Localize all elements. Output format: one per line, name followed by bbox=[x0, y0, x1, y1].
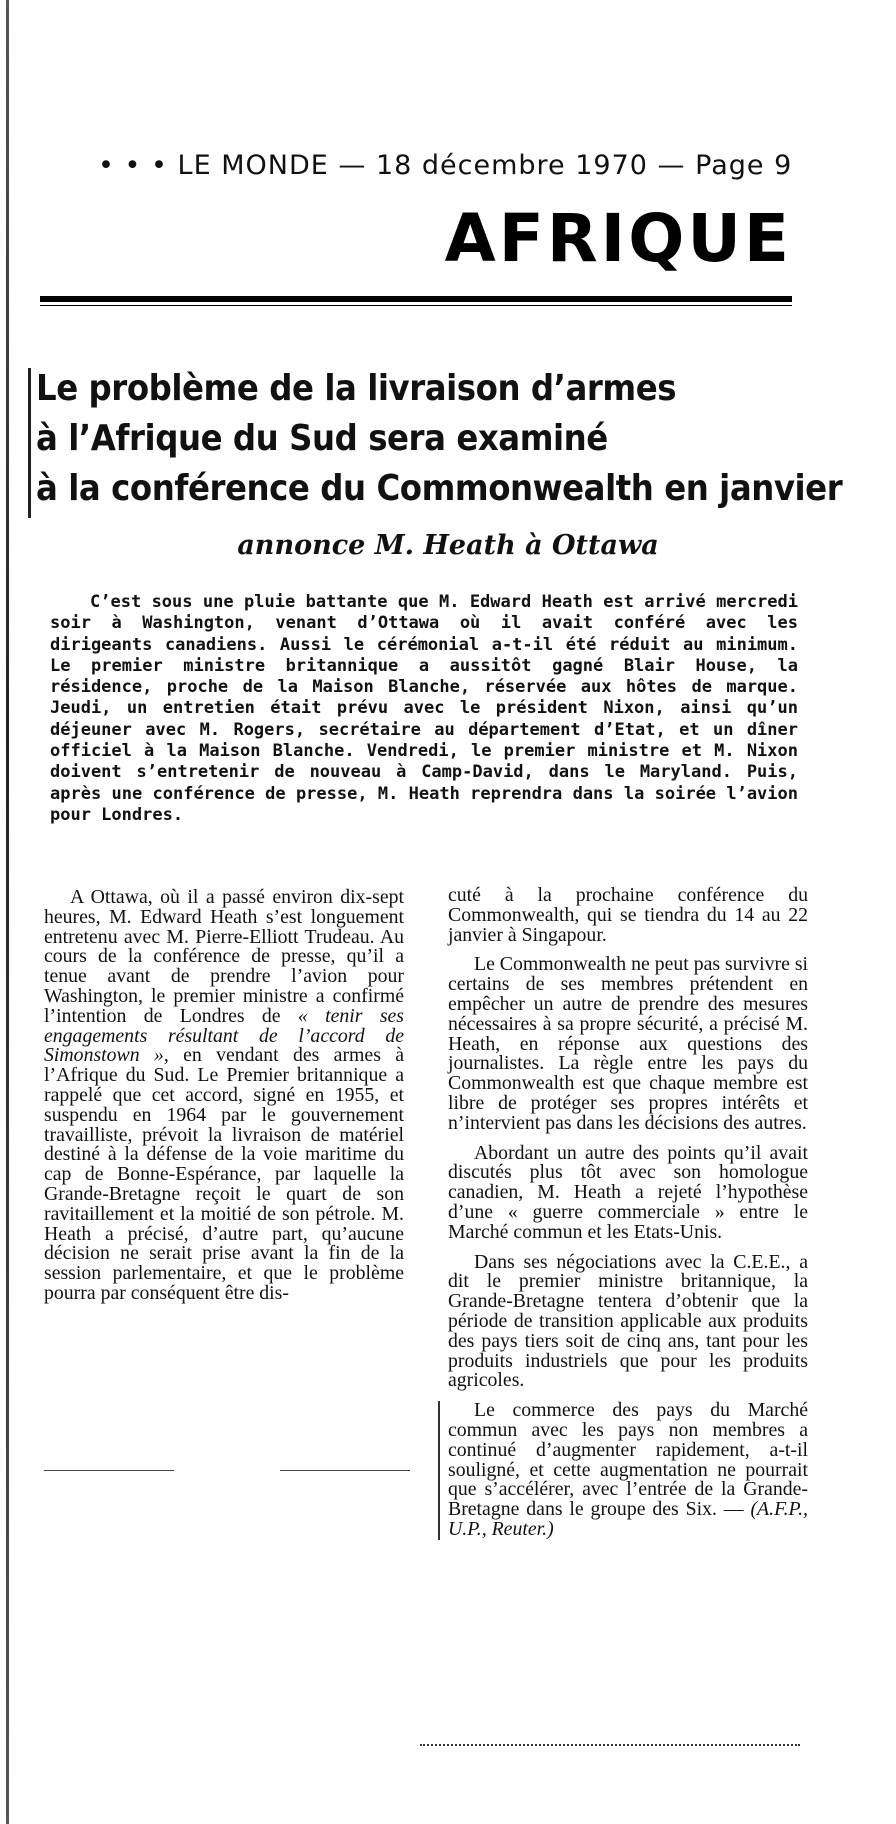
news-agency-credit: (A.F.P., U.P., Reuter.) bbox=[448, 1498, 808, 1540]
right-paragraph-5-text: Le commerce des pays du Marché commun avec les pays non membres a continué d’augmenter rapidement, a-t-il souligné, et cette augmentation ne pourrait que s’accélérer, avec l’entrée de la Grande-Bretagne dans le groupe des Six. — bbox=[448, 1399, 808, 1521]
right-paragraph-4: Dans ses négociations avec la C.E.E., a dit le premier ministre britannique, la Grande-Bretagne tentera d’obtenir que la période de transition applicable aux produits des pays tiers soit de cinq ans, tant pour les produits industriels que pour les produits agricoles. bbox=[448, 1250, 808, 1392]
right-paragraph-2: Le Commonwealth ne peut pas survivre si certains de ses membres prétendent en empêcher un autre de prendre des mesures nécessaires à sa propre sécurité, a précisé M. Heath, en réponse aux questions des journalistes. La règle entre les pays du Commonwealth est que chaque membre est libre de protéger ses propres intérêts et n’intervient pas dans les décisions des autres. bbox=[448, 953, 809, 1134]
headline-line-1: Le problème de la livraison d’armes bbox=[36, 368, 677, 409]
column-end-rule-mid bbox=[280, 1470, 410, 1471]
article-end-rule bbox=[420, 1736, 800, 1746]
article-subtitle: annonce M. Heath à Ottawa bbox=[237, 530, 659, 561]
newspaper-header: • • • LE MONDE — 18 décembre 1970 — Page 9 bbox=[98, 150, 793, 181]
left-paragraph-1-quote: « tenir ses engagements résultant de l’accord de Simonstown » bbox=[44, 1004, 404, 1067]
headline-margin-bar bbox=[28, 368, 31, 518]
right-paragraph-1: cuté à la prochaine conférence du Commonwealth, qui se tiendra du 14 au 22 janvier à Singapour. bbox=[448, 884, 808, 946]
section-rule-thin bbox=[40, 305, 792, 306]
right-paragraph-5 bbox=[438, 1401, 808, 1540]
left-column bbox=[44, 888, 404, 1314]
right-column bbox=[448, 886, 808, 1550]
right-paragraph-3: Abordant un autre des points qu’il avait discutés plus tôt avec son homologue canadien, M. Heath a rejeté l’hypothèse d’une « guerre commerciale » entre le Marché commun et les Etats-Unis. bbox=[448, 1141, 808, 1243]
section-rule bbox=[40, 296, 792, 302]
section-title: AFRIQUE bbox=[444, 200, 792, 277]
left-paragraph-1 bbox=[44, 888, 404, 1304]
article-headline bbox=[36, 364, 843, 514]
headline-line-2: à l’Afrique du Sud sera examiné bbox=[36, 418, 608, 459]
article-lede: C’est sous une pluie battante que M. Edward Heath est arrivé mercredi soir à Washington, venant d’Ottawa où il avait conféré avec les dirigeants canadiens. Aussi le cérémonial a-t-il été réduit au minimum. Le premier ministre britannique a aussitôt gagné Blair House, la résidence, proche de la Maison Blanche, réservée aux hôtes de marque. Jeudi, un entretien était prévu avec le président Nixon, ainsi qu’un déjeuner avec M. Rogers, secrétaire au département d’Etat, et un dîner officiel à la Maison Blanche. Vendredi, le premier ministre et M. Nixon doivent s’entretenir de nouveau à Camp-David, dans le Maryland. Puis, après une conférence de presse, M. Heath reprendra dans la soirée l’avion pour Londres. bbox=[50, 592, 798, 825]
left-paragraph-1-text-a: A Ottawa, où il a passé environ dix-sept heures, M. Edward Heath s’est longuement entretenu avec M. Pierre-Elliott Trudeau. Au cours de la conférence de presse, qu’il a tenue avant de prendre l’avion pour Washington, le premier ministre a confirmé l’intention de Londres de bbox=[44, 886, 404, 1027]
headline-line-3: à la conférence du Commonwealth en janvier bbox=[36, 468, 843, 509]
column-end-rule-left bbox=[44, 1470, 174, 1471]
page-edge bbox=[6, 0, 9, 1824]
left-paragraph-1-text-b: , en vendant des armes à l’Afrique du Sud. Le Premier britannique a rappelé que cet accord, signé en 1955, et suspendu en 1964 par le gouvernement travailliste, prévoit la livraison de matériel destiné à la défense de la voie maritime du cap de Bonne-Espérance, par laquelle la Grande-Bretagne reçoit le quart de son ravitaillement et la moitié de son pétrole. M. Heath a précisé, d’autre part, qu’aucune décision ne serait prise avant la fin de la session parlementaire, et que le problème pourra par conséquent être dis- bbox=[44, 1044, 404, 1304]
